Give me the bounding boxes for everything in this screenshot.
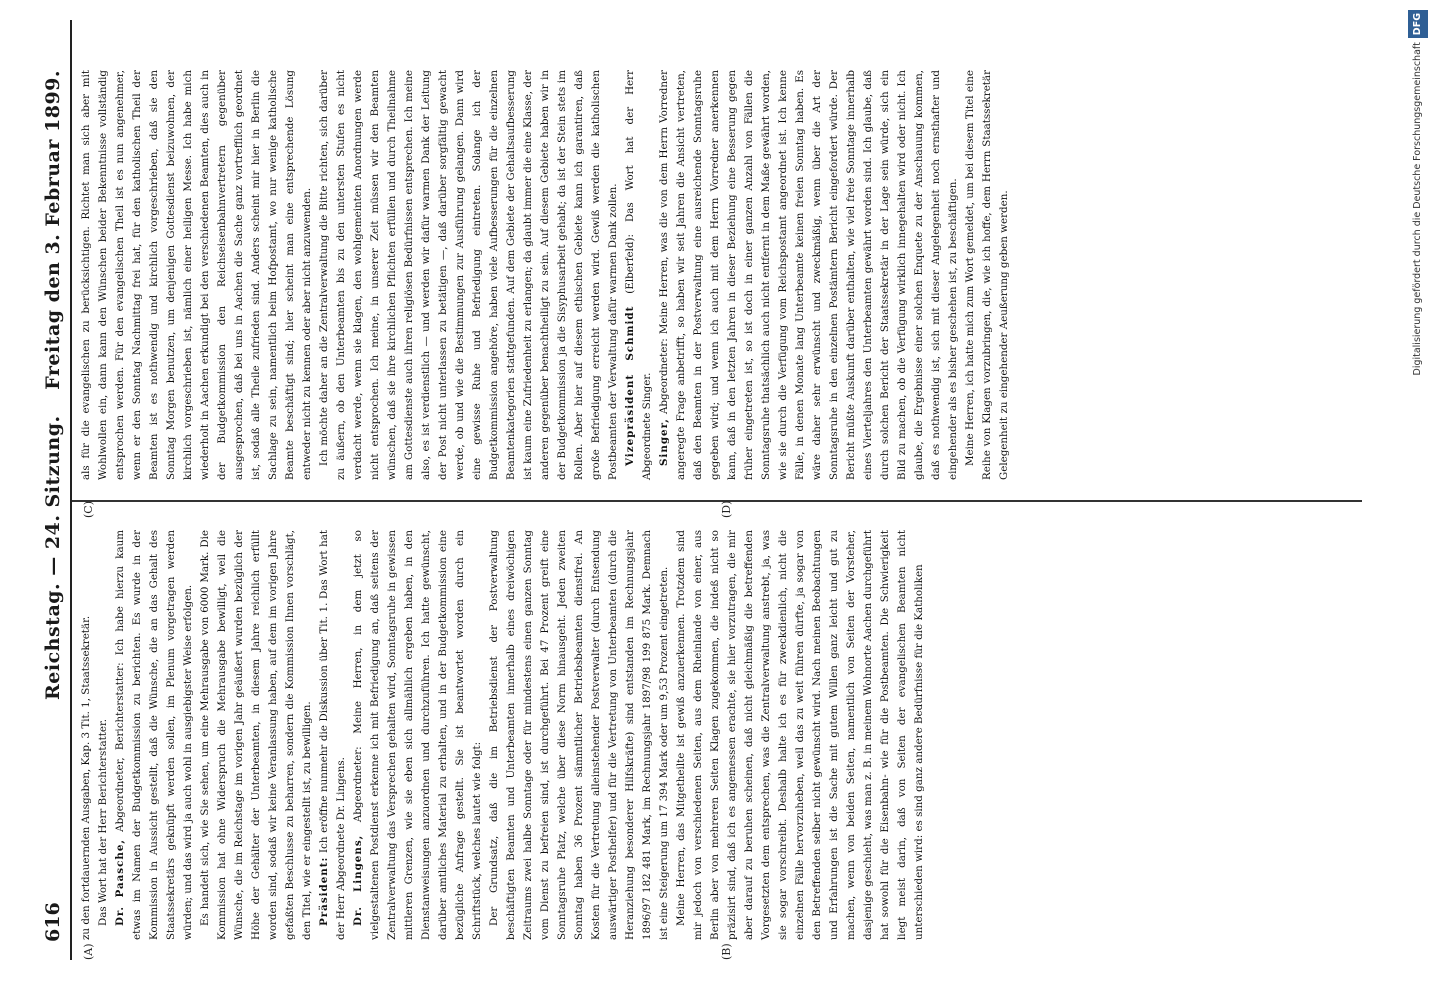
paragraph: Der Grundsatz, daß die im Betriebsdienst der Postverwaltung beschäftigten Beamten und Unterbeamten innerhalb eines dreiwöchigen Zeitraums zwei halbe Sonntage oder für mindestens einen ganzen Sonntag vom Dienst zu befreien sind, ist durchgeführt. Bei 47 Prozent greift eine Sonntagsruhe Platz, welche über diese Norm hinausgeht. Jeden zweiten Sonntag haben 36 Prozent sämmtlicher Betriebsbeamten dienstfrei. An Kosten für die Vertretung alleinstehender Postverwalter (durch Entsendung auswärtiger Posthelfer) und für die Vertretung von Unterbeamten (durch die Heranziehung besonderer Hilfskräfte) sind entstanden im Rechnungsjahr 1896/97 182 481 Mark, im Rechnungsjahr 1897/98 199 875 Mark. Demnach ist eine Steigerung um 17 394 Mark oder um 9,53 Prozent eingetreten. — [488, 530, 670, 940]
paragraph — [656, 70, 962, 480]
paragraph — [316, 530, 350, 940]
speaker-name: Singer, — [658, 418, 670, 466]
speech-text: Abgeordneter: Meine Herren, in dem jetzt so vielgestaltenen Postdienst erkenne ich mit Befriedigung an, daß seitens der Zentralverwaltung das Versprechen gehalten wird, Sonntagsruhe in gewissen mittleren Grenzen, wie sie eben sich allmählich ergeben haben, in den Dienstanweisungen anzuordnen und durchzuführen. Ich hatte gewünscht, darüber amtliches Material zu erhalten, und in der Budgetkommission eine bezügliche Anfrage gestellt. Sie ist beantwortet worden durch ein Schriftstück, welches lautet wie folgt: — [352, 530, 483, 940]
paragraph: Meine Herren, ich hatte mich zum Wort gemeldet, um bei diesem Titel eine Reihe von Klagen vorzubringen, die, wie ich hoffe, dem Herrn Staatssekretär Gelegenheit zu eingehender Aeußerung geben werden. — [964, 70, 1010, 480]
paragraph: als für die evangelischen zu berücksichtigen. Richtet man sich aber mit Wohlwollen ein, dann kann den Wünschen beider Bekenntnisse vollständig entsprochen werden. Für den evangelischen Theil ist es nun angenehmer, wenn er den Sonntag Nachmittag frei hat, für den katholischen Theil der Beamten ist es nothwendig und kirchlich vorgeschrieben, daß sie den Sonntag Morgen benutzen, um denjenigen Gottesdienst beizuwohnen, der kirchlich vorgeschrieben ist, nämlich einer heiligen Messe. Ich habe mich wiederholt in Aachen erkundigt bei den verschiedenen Beamten, dies auch in der Budgetkommission den Reichseisenbahnvertretern gegenüber ausgesprochen, daß bei uns in Aachen die Sache ganz vortrefflich geordnet ist, sodaß alle Theile zufrieden sind. Anders scheint mir hier in Berlin die Sachlage zu sein, namentlich beim Hofpostamt, wo nur wenige katholische Beamte beschäftigt sind; hier scheint man eine entsprechende Lösung entweder nicht zu kennen oder aber nicht anzuwenden. — [80, 70, 313, 480]
credit-text — [1408, 10, 1428, 990]
paragraph — [350, 530, 486, 940]
speech-text: Abgeordneter, Berichterstatter: Ich habe hierzu kaum etwas im Namen der Budgetkommission zu berichten. Es wurde in der Kommission in Aussicht gestellt, daß die Wünsche, die an das Gehalt des Staatssekretärs geknüpft werden sollen, im Plenum vorgetragen werden würden; und das wird ja auch wohl in ausgiebigster Weise erfolgen. — [114, 530, 194, 940]
marker-c: (C) — [82, 501, 95, 518]
paragraph: Meine Herren, das Mitgetheilte ist gewiß anzuerkennen. Trotzdem sind mir jedoch von verschiedenen Seiten, aus dem Rheinlande von einer, aus Berlin aber von mehreren Seiten Klagen zugekommen, die indeß nicht so präzisirt sind, daß ich es angemessen erachte, sie hier vorzutragen, die mir aber darauf zu beruhen scheinen, daß nicht gleichmäßig die betreffenden Vorgesetzten dem entsprechen, was die Zentralverwaltung anstrebt, ja, was sie sogar vorschreibt. Deshalb halte ich es für zweckdienlich, nicht die einzelnen Fälle hervorzuheben, weil das zu weit führen dürfte, ja sogar von den Betreffenden selber nicht gewünscht wird. Nach meinen Beobachtungen und Erfahrungen ist die Sache mit gutem Willen ganz leicht und gut zu machen, wenn von beiden Seiten, namentlich von Seiten der Vorsteher, dasjenige geschieht, was man z. B. in meinem Wohnorte Aachen durchgeführt hat sowohl für die Eisenbahn- wie für die Postbeamten. Die Schwierigkeit liegt meist darin, daß von Seiten der evangelischen Beamten nicht unterschieden wird: es sind ganz andere Bedürfnisse für die Katholiken — [675, 530, 925, 940]
header-rule — [70, 20, 72, 960]
credit-label: Digitalisierung gefördert durch die Deutsche Forschungsgemeinschaft — [1412, 42, 1423, 376]
paragraph — [622, 70, 656, 480]
speaker-name: Dr. Paasche, — [114, 839, 126, 926]
running-head — [30, 0, 70, 1000]
speech-text: (Elberfeld): Das Wort hat der Herr Abgeordnete Singer. — [624, 70, 653, 480]
paragraph — [112, 530, 197, 940]
session-date: Freitag den 3. Februar 1899. — [42, 70, 64, 390]
speaker-name: Vizepräsident Schmidt — [624, 305, 636, 466]
paragraph: Es handelt sich, wie Sie sehen, um eine Mehrausgabe von 6000 Mark. Die Kommission hat ohne Widerspruch die Mehrausgabe bewilligt, weil die Wünsche, die im Reichstage im vorigen Jahr geäußert wurden bezüglich der Höhe der Gehälter der Unterbeamten, in diesem Jahre reichlich erfüllt worden sind, sodaß wir keine Veranlassung haben, auf dem im vorigen Jahre gefaßten Beschlusse zu beharren, sondern die Kommission Ihnen vorschlägt, den Titel, wie er eingestellt ist, zu bewilligen. — [199, 530, 313, 940]
speech-text: Ich eröffne nunmehr die Diskussion über Tit. 1. Das Wort hat der Herr Abgeordnete Dr. Lingens. — [318, 529, 347, 940]
marker-d: (D) — [720, 500, 733, 518]
right-column — [78, 70, 1013, 480]
column-divider — [72, 500, 1362, 502]
paragraph: zu den fortdauernden Ausgaben, Kap. 3 Tit. 1, Staatssekretär. — [80, 615, 92, 940]
paragraph: Ich möchte daher an die Zentralverwaltung die Bitte richten, sich darüber zu äußern, ob den Unterbeamten bis zu den untersten Stufen es nicht verdacht werde, wenn sie klagen, den wohlgemeinten Anordnungen werde nicht entsprochen. Ich meine, in unserer Zeit müssen wir den Beamten wünschen, daß sie ihre kirchlichen Pflichten erfüllen und durch Theilnahme am Gottesdienste auch ihren religiösen Bedürfnissen entsprechen. Ich meine also, es ist verdienstlich — und werden wir dafür warmen Dank der Leitung der Post nicht unterlassen zu betätigen —, daß darüber sorgfältig gewacht werde, ob und wie die Bestimmungen zur Ausführung gelangen. Dann wird eine gewisse Ruhe und Befriedigung eintreten. Solange ich der Budgetkommission angehöre, haben viele Aufbesserungen für die einzelnen Beamtenkategorien stattgefunden. Auf dem Gebiete der Gehaltsaufbesserung ist kaum eine Zufriedenheit zu erlangen; da glaubt immer die eine Klasse, der anderen gegenüber benachtheiligt zu sein. Auf diesem Gebiete haben wir in der Budgetkommission ja die Sisyphusarbeit gehabt; da ist der Stein stets im Rollen. Aber hier auf diesem ethischen Gebiete kann ich garantiren, daß große Befriedigung erreicht werden wird. Gewiß werden die katholischen Postbeamten der Verwaltung dafür warmen Dank zollen. — [318, 70, 619, 480]
digitization-credit — [1408, 10, 1428, 990]
marker-a: (A) — [82, 943, 95, 960]
dfg-logo[interactable]: DFG — [1408, 10, 1428, 38]
speech-text: Abgeordneter: Meine Herren, was die von dem Herrn Vorredner angeregte Frage anbetrifft, so haben wir seit Jahren die Ansicht vertreten, daß den Beamten in der Postverwaltung eine ausreichende Sonntagsruhe gegeben wird; und wenn ich auch mit dem Herrn Vorredner anerkennen kann, daß in den letzten Jahren in dieser Beziehung eine Besserung gegen früher eingetreten ist, so ist doch in einer ganzen Anzahl von Fällen die Sonntagsruhe thatsächlich auch nicht entfernt in dem Maße gewährt worden, wie sie durch die Verfügung vom Reichspostamt angeordnet ist. Ich kenne Fälle, in denen Monate lang Unterbeamte keinen freien Sonntag haben. Es wäre daher sehr erwünscht und zweckmäßig, wenn über die Art der Sonntagsruhe in den einzelnen Postämtern Bericht eingefordert würde. Der Bericht müßte Auskunft darüber enthalten, wie viel freie Sonntage innerhalb eines Vierteljahres den Unterbeamten gewährt worden sind. Ich glaube, daß durch solchen Bericht der Staatssekretär in der Lage sein würde, sich ein Bild zu machen, ob die Verfügung wirklich innegehalten wird oder nicht. Ich glaube, die Ergebnisse einer solchen Enquete zu der Anschauung kommen, daß es nothwendig ist, sich mit dieser Angelegenheit noch ernsthafter und eingehender als es bisher geschehen ist, zu beschäftigen. — [658, 70, 959, 480]
page-number: 616 — [42, 902, 64, 942]
marker-b: (B) — [720, 943, 733, 960]
session-title: Reichstag. — 24. Sitzung. — [42, 415, 64, 700]
left-column — [78, 530, 928, 940]
paragraph: Das Wort hat der Herr Berichterstatter. — [97, 718, 109, 926]
speaker-name: Dr. Lingens, — [352, 834, 364, 926]
speaker-name: Präsident: — [318, 856, 330, 926]
